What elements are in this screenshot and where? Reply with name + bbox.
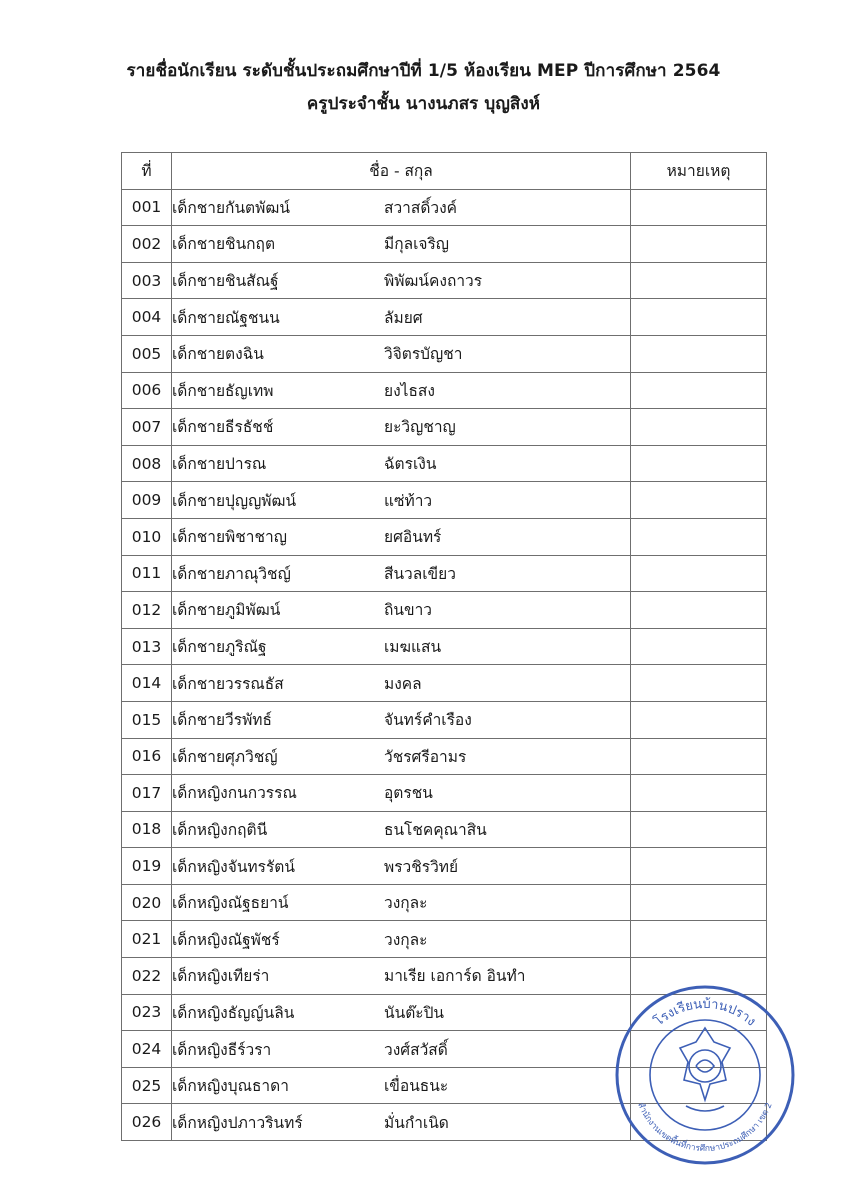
- student-last-name: สีนวลเขียว: [384, 564, 456, 583]
- row-note: [631, 445, 767, 482]
- row-number: 024: [122, 1031, 172, 1068]
- student-last-name: ยงไธสง: [384, 381, 435, 400]
- student-first-name: เด็กชายวรรณธัส: [172, 674, 284, 693]
- student-last-name: แซ่ท้าว: [384, 491, 433, 510]
- student-first-name: เด็กชายศุภวิชญ์: [172, 747, 278, 766]
- student-last-name: วงกุละ: [384, 930, 428, 949]
- row-number: 012: [122, 592, 172, 629]
- student-first-name: เด็กชายภูมิพัฒน์: [172, 601, 281, 620]
- table-row: [122, 921, 767, 958]
- student-last-name: มาเรีย เอการ์ด อินทำ: [384, 967, 526, 986]
- row-note: [631, 262, 767, 299]
- student-name-cell: [172, 409, 631, 446]
- student-first-name: เด็กชายพิชาชาญ: [172, 528, 287, 547]
- student-last-name: อุตรชน: [384, 784, 433, 803]
- row-number: 010: [122, 518, 172, 555]
- row-number: 020: [122, 884, 172, 921]
- row-number: 026: [122, 1104, 172, 1141]
- student-name-cell: [172, 921, 631, 958]
- row-number: 018: [122, 811, 172, 848]
- student-first-name: เด็กชายชินกฤต: [172, 235, 276, 254]
- row-note: [631, 628, 767, 665]
- table-row: [122, 811, 767, 848]
- student-name-cell: [172, 665, 631, 702]
- student-first-name: เด็กชายธัญเทพ: [172, 381, 274, 400]
- student-name-cell: [172, 1067, 631, 1104]
- row-note: [631, 226, 767, 263]
- row-note: [631, 518, 767, 555]
- row-note: [631, 775, 767, 812]
- student-last-name: ยะวิญชาญ: [384, 418, 456, 437]
- row-note: [631, 335, 767, 372]
- student-first-name: เด็กชายณัฐชนน: [172, 308, 280, 327]
- student-last-name: พิพัฒน์คงถาวร: [384, 272, 483, 291]
- student-last-name: ฉัตรเงิน: [384, 455, 437, 474]
- student-last-name: วิจิตรบัญชา: [384, 345, 463, 364]
- student-name-cell: [172, 848, 631, 885]
- table-row: [122, 1104, 767, 1141]
- row-note: [631, 299, 767, 336]
- row-note: [631, 482, 767, 519]
- student-roster-table: [121, 152, 767, 1141]
- row-note: [631, 409, 767, 446]
- table-row: [122, 409, 767, 446]
- table-row: [122, 482, 767, 519]
- student-name-cell: [172, 518, 631, 555]
- student-name-cell: [172, 811, 631, 848]
- student-last-name: พรวชิรวิทย์: [384, 857, 459, 876]
- student-first-name: เด็กชายตงฉิน: [172, 345, 264, 364]
- row-number: 025: [122, 1067, 172, 1104]
- student-name-cell: [172, 738, 631, 775]
- student-last-name: วงศ์สวัสดิ์: [384, 1040, 448, 1059]
- student-last-name: มงคล: [384, 674, 422, 693]
- row-note: [631, 958, 767, 995]
- row-note: [631, 994, 767, 1031]
- row-note: [631, 555, 767, 592]
- row-number: 006: [122, 372, 172, 409]
- teacher-line: ครูประจำชั้น นางนภสร บุญสิงห์: [306, 94, 541, 114]
- student-last-name: วัชรศรีอามร: [384, 747, 467, 766]
- student-last-name: มีกุลเจริญ: [384, 235, 450, 254]
- table-row: [122, 445, 767, 482]
- student-first-name: เด็กชายวีรพัทธ์: [172, 711, 272, 730]
- table-row: [122, 262, 767, 299]
- row-note: [631, 189, 767, 226]
- table-row: [122, 518, 767, 555]
- column-header-number: ที่: [122, 153, 172, 190]
- table-row: [122, 299, 767, 336]
- row-note: [631, 1067, 767, 1104]
- student-first-name: เด็กชายปุญญพัฒน์: [172, 491, 297, 510]
- page-title: รายชื่อนักเรียน ระดับชั้นประถมศึกษาปีที่ 1/5 ห้องเรียน MEP ปีการศึกษา 2564: [126, 61, 721, 81]
- student-name-cell: [172, 775, 631, 812]
- student-first-name: เด็กชายกันตพัฒน์: [172, 198, 290, 217]
- row-number: 015: [122, 701, 172, 738]
- student-first-name: เด็กชายภูริณัฐ: [172, 638, 267, 657]
- row-note: [631, 921, 767, 958]
- student-first-name: เด็กหญิงปภาวรินทร์: [172, 1113, 303, 1132]
- student-name-cell: [172, 555, 631, 592]
- table-row: [122, 555, 767, 592]
- row-number: 023: [122, 994, 172, 1031]
- student-last-name: นันต๊ะปิน: [384, 1003, 445, 1022]
- row-number: 004: [122, 299, 172, 336]
- table-row: [122, 994, 767, 1031]
- student-name-cell: [172, 262, 631, 299]
- row-number: 017: [122, 775, 172, 812]
- table-row: [122, 701, 767, 738]
- student-name-cell: [172, 335, 631, 372]
- student-first-name: เด็กชายธีรธัชช์: [172, 418, 274, 437]
- row-number: 005: [122, 335, 172, 372]
- table-row: [122, 335, 767, 372]
- row-number: 022: [122, 958, 172, 995]
- student-first-name: เด็กหญิงบุณธาดา: [172, 1077, 289, 1096]
- row-note: [631, 811, 767, 848]
- table-row: [122, 592, 767, 629]
- student-last-name: วงกุละ: [384, 894, 428, 913]
- seal-text-top: โรงเรียนบ้านปราง: [651, 996, 759, 1030]
- student-last-name: ธนโชคคุณาสิน: [384, 820, 487, 839]
- row-number: 009: [122, 482, 172, 519]
- table-row: [122, 372, 767, 409]
- row-number: 019: [122, 848, 172, 885]
- student-first-name: เด็กหญิงจันทรรัตน์: [172, 857, 295, 876]
- student-name-cell: [172, 994, 631, 1031]
- student-first-name: เด็กหญิงณัฐพัชร์: [172, 930, 280, 949]
- row-note: [631, 1104, 767, 1141]
- student-name-cell: [172, 189, 631, 226]
- student-first-name: เด็กชายปารณ: [172, 455, 267, 474]
- row-number: 014: [122, 665, 172, 702]
- row-note: [631, 848, 767, 885]
- student-first-name: เด็กชายชินสัณฐ์: [172, 272, 279, 291]
- row-note: [631, 665, 767, 702]
- row-note: [631, 1031, 767, 1068]
- student-name-cell: [172, 701, 631, 738]
- table-row: [122, 226, 767, 263]
- table-row: [122, 738, 767, 775]
- row-note: [631, 372, 767, 409]
- student-first-name: เด็กหญิงธีร์วรา: [172, 1040, 272, 1059]
- student-last-name: เมฆแสน: [384, 638, 442, 657]
- row-number: 021: [122, 921, 172, 958]
- table-row: [122, 189, 767, 226]
- column-header-name: ชื่อ - สกุล: [172, 153, 631, 190]
- student-last-name: ถินขาว: [384, 601, 432, 620]
- table-row: [122, 665, 767, 702]
- row-number: 003: [122, 262, 172, 299]
- seal-text-bottom: สำนักงานเขตพื้นที่การศึกษาประถมศึกษา เขต 2: [635, 1101, 775, 1155]
- student-first-name: เด็กหญิงเทียร่า: [172, 967, 270, 986]
- table-row: [122, 1067, 767, 1104]
- student-last-name: ยศอินทร์: [384, 528, 442, 547]
- row-note: [631, 738, 767, 775]
- student-name-cell: [172, 958, 631, 995]
- student-last-name: จันทร์คำเรือง: [384, 711, 472, 730]
- row-number: 007: [122, 409, 172, 446]
- student-name-cell: [172, 1104, 631, 1141]
- table-body: [122, 189, 767, 1140]
- row-note: [631, 592, 767, 629]
- row-note: [631, 701, 767, 738]
- row-number: 002: [122, 226, 172, 263]
- student-last-name: สวาสดิ์วงค์: [384, 198, 458, 217]
- student-first-name: เด็กหญิงณัฐธยาน์: [172, 894, 289, 913]
- row-number: 008: [122, 445, 172, 482]
- student-name-cell: [172, 1031, 631, 1068]
- column-header-note: หมายเหตุ: [631, 153, 767, 190]
- row-number: 013: [122, 628, 172, 665]
- table-row: [122, 958, 767, 995]
- student-first-name: เด็กหญิงกนกวรรณ: [172, 784, 297, 803]
- student-first-name: เด็กชายภาณุวิชญ์: [172, 564, 291, 583]
- table-row: [122, 775, 767, 812]
- row-number: 011: [122, 555, 172, 592]
- row-number: 016: [122, 738, 172, 775]
- table-row: [122, 628, 767, 665]
- student-last-name: เขื่อนธนะ: [384, 1077, 449, 1096]
- student-name-cell: [172, 592, 631, 629]
- student-name-cell: [172, 445, 631, 482]
- student-name-cell: [172, 628, 631, 665]
- table-row: [122, 884, 767, 921]
- student-first-name: เด็กหญิงธัญญ์นลิน: [172, 1003, 295, 1022]
- student-name-cell: [172, 226, 631, 263]
- table-row: [122, 1031, 767, 1068]
- table-header-row: [122, 153, 767, 190]
- student-last-name: มั่นกำเนิด: [384, 1113, 449, 1132]
- student-name-cell: [172, 884, 631, 921]
- student-name-cell: [172, 372, 631, 409]
- row-note: [631, 884, 767, 921]
- row-number: 001: [122, 189, 172, 226]
- student-name-cell: [172, 299, 631, 336]
- student-name-cell: [172, 482, 631, 519]
- table-row: [122, 848, 767, 885]
- student-last-name: ลัมยศ: [384, 308, 423, 327]
- student-first-name: เด็กหญิงกฤตินี: [172, 820, 268, 839]
